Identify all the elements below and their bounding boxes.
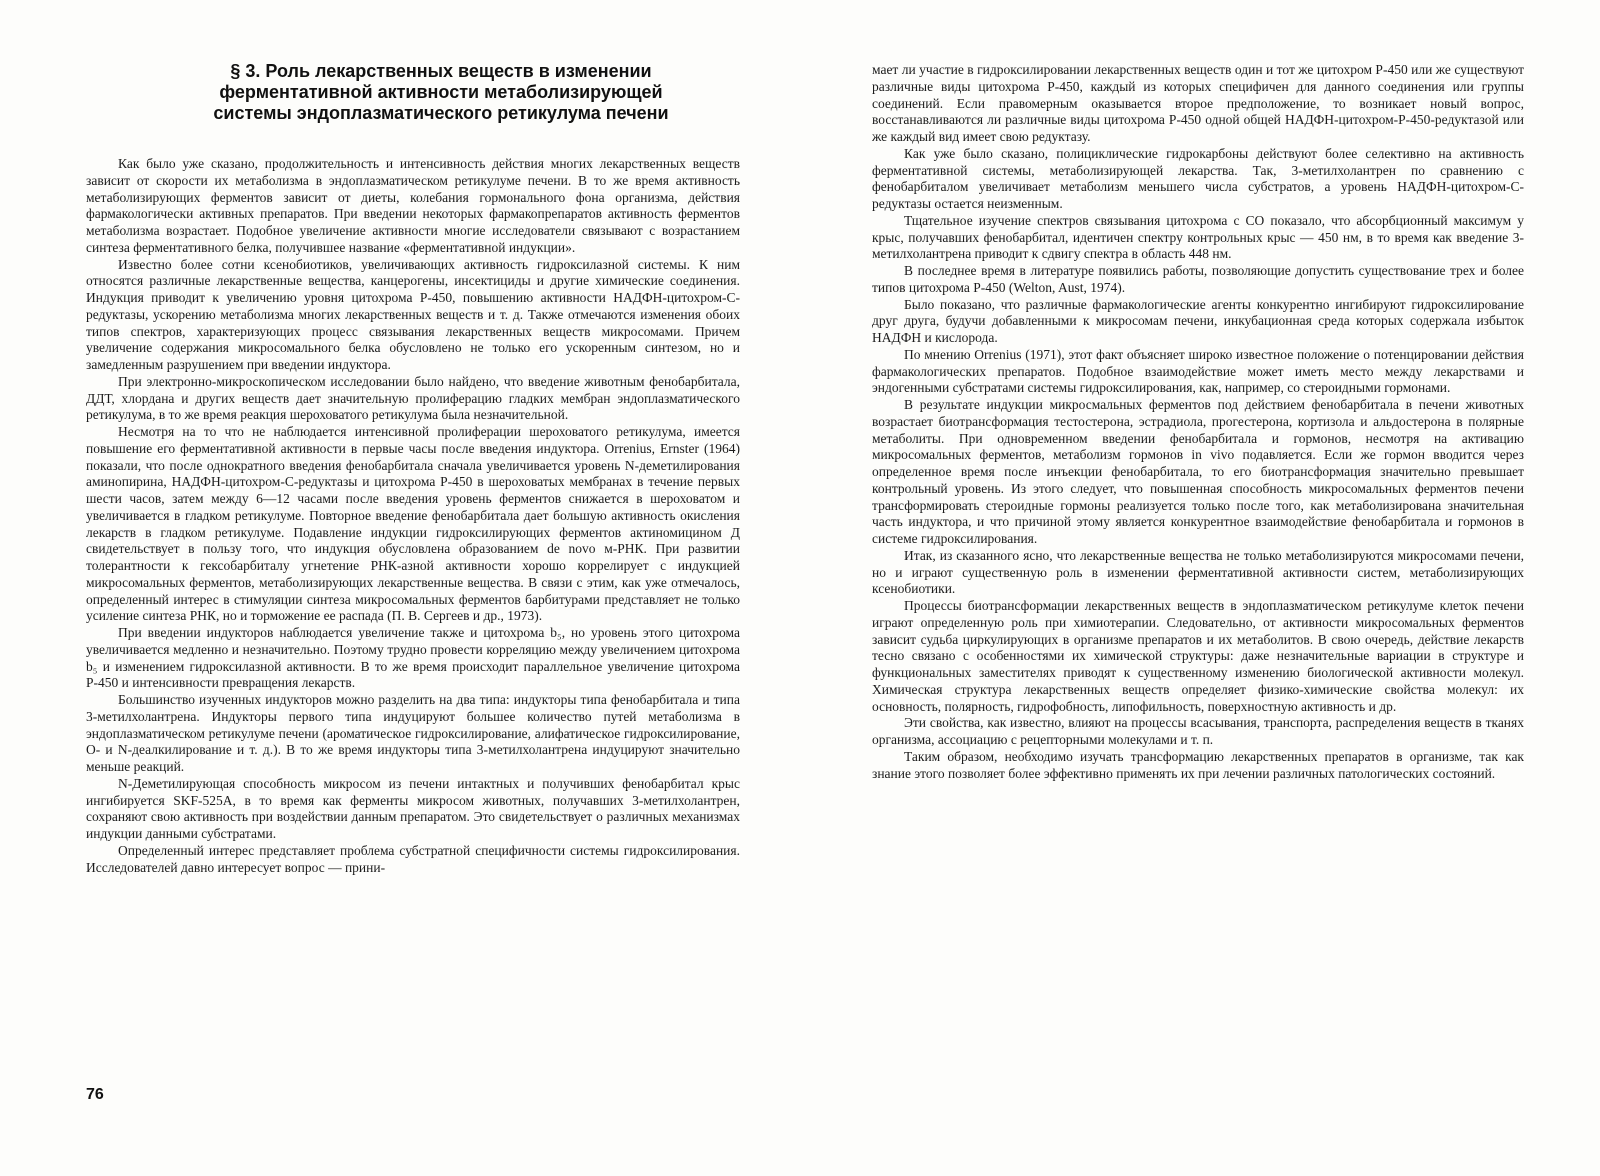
paragraph: Большинство изученных индукторов можно разделить на два типа: индукторы типа фенобарбитала и типа 3-метилхолантрена. Индукторы первого типа индуцируют большее количество путей метаболизма в эндоплазматическом ретикулуме печени (ароматическое гидроксилирование, алифатическое гидроксилирование, О- и N-деалкилирование и т. д.). В то же время индукторы типа 3-метилхолантрена индуцируют значительно меньше реакций. xyxy=(86,692,740,774)
paragraph: В последнее время в литературе появились работы, позволяющие допустить существование трех и более типов цитохрома Р-450 (Welton, Aust, 1974). xyxy=(872,263,1524,295)
paragraph: N-Деметилирующая способность микросом из печени интактных и получивших фенобарбитал крыс ингибируется SKF-525A, в то время как ферменты микросом животных, получавших 3-метилхолантрен, сохраняют свою активность при воздействии данным препаратом. Это свидетельствует о различных механизмах индукции данными субстратами. xyxy=(86,775,740,841)
paragraph: Эти свойства, как известно, влияют на процессы всасывания, транспорта, распределения веществ в тканях организма, ассоциацию с рецепторными молекулами и т. п. xyxy=(872,715,1524,747)
page-number: 76 xyxy=(86,1086,104,1103)
paragraph: Известно более сотни ксенобиотиков, увеличивающих активность гидроксилазной системы. К ним относятся различные лекарственные вещества, канцерогены, инсектициды и другие химические соединения. Индукция приводит к увеличению уровня цитохрома Р-450, повышению активности НАДФН-цитохром-С-редуктазы, ускорению метаболизма многих лекарственных веществ и т. д. Также отмечаются изменения обоих типов спектров, характеризующих процесс связывания лекарственных веществ микросомами. Причем увеличение содержания микросомального белка обусловлено не только его ускоренным синтезом, но и замедленным разрушением при введении индуктора. xyxy=(86,256,740,372)
paragraph: Как было уже сказано, продолжительность и интенсивность действия многих лекарственных веществ зависит от скорости их метаболизма в эндоплазматическом ретикулуме печени. В то же время активность метаболизирующих ферментов зависит от диеты, колебания гормонального фона организма, действия фармакологически активных препаратов. При введении некоторых фармакопрепаратов активность ферментов метаболизма возрастает. Подобное увеличение активности многие исследователи связывают с возрастанием синтеза ферментативного белка, получившее название «ферментативной индукции». xyxy=(86,156,740,255)
continued-paragraph: мает ли участие в гидроксилировании лекарственных веществ один и тот же цитохром Р-450 или же существуют различные виды цитохрома Р-450, каждый из которых специфичен для данного соединения или группы соединений. Если правомерным оказывается второе предположение, то возникает новый вопрос, восстанавливаются ли различные виды цитохрома Р-450 одной общей НАДФН-цитохром-Р-450-редуктазой или же каждый вид имеет свою редуктазу. xyxy=(872,62,1524,144)
paragraph: Как уже было сказано, полициклические гидрокарбоны действуют более селективно на активность ферментативной системы, метаболизирующей лекарства. Так, 3-метилхолантрен по сравнению с фенобарбиталом увеличивает метаболизм меньшего числа субстратов, а уровень НАДФН-цитохром-С-редуктазы остается неизменным. xyxy=(872,145,1524,211)
paragraph: При электронно-микроскопическом исследовании было найдено, что введение животным фенобарбитала, ДДТ, хлордана и других веществ дает значительную пролиферацию гладких мембран эндоплазматического ретикулума, в то же время реакция шероховатого ретикулума была незначительной. xyxy=(86,373,740,423)
paragraph: Определенный интерес представляет проблема субстратной специфичности системы гидроксилирования. Исследователей давно интересует вопрос — прини- xyxy=(86,842,740,875)
paragraph: При введении индукторов наблюдается увеличение также и цитохрома b₅, но уровень этого цитохрома увеличивается медленно и незначительно. Поэтому трудно провести корреляцию между увеличением цитохрома b₅ и изменением гидроксилазной активности. В то же время происходит параллельное увеличение цитохрома Р-450 и интенсивности превращения лекарств. xyxy=(86,625,740,691)
paragraph: Итак, из сказанного ясно, что лекарственные вещества не только метаболизируются микросомами печени, но и играют существенную роль в изменении ферментативной активности систем, метаболизирующих ксенобиотики. xyxy=(872,547,1524,597)
paragraph: Процессы биотрансформации лекарственных веществ в эндоплазматическом ретикулуме клеток печени играют определенную роль при химиотерапии. Следовательно, от активности микросомальных ферментов зависит судьба циркулирующих в организме препаратов и их метаболитов. В свою очередь, действие лекарств тесно связано с особенностями их химической структуры: даже незначительные вариации в структуре и функциональных заместителях приводят к существенному изменению биологической активности молекул. Химическая структура лекарственных веществ определяет физико-химические свойства молекул: их основность, полярность, гидрофобность, липофильность, поверхностную активность и др. xyxy=(872,598,1524,714)
section-heading-line: ферментативной активности метаболизирующей xyxy=(219,82,663,102)
paragraph: В результате индукции микросмальных ферментов под действием фенобарбитала в печени животных возрастает биотрансформация тестостерона, эстрадиола, прогестерона, кортизола и альдостерона в полярные метаболиты. При одновременном введении фенобарбитала и гормонов, несмотря на активацию микросомальных ферментов, метаболизм гормонов in vivo подавляется. Если же гормон вводится через определенное время после инъекции фенобарбитала, то его биотрансформация значительно превышает контрольный уровень. Из этого следует, что повышенная способность микросомальных ферментов печени трансформировать стероидные гормоны реализуется только после того, как метаболизирована значительная часть индуктора, и что причиной этому является конкурентное взаимодействие фенобарбитала и гормонов в системе гидроксилирования. xyxy=(872,397,1524,546)
section-heading xyxy=(180,61,702,124)
paragraph: Было показано, что различные фармакологические агенты конкурентно ингибируют гидроксилирование друг друга, будучи добавленными к микросомам печени, инкубационная среда которых содержала избыток НАДФН и кислорода. xyxy=(872,296,1524,345)
left-page-text xyxy=(86,156,740,876)
right-page xyxy=(800,0,1600,1176)
paragraph: Тщательное изучение спектров связывания цитохрома с СО показало, что абсорбционный максимум у крыс, получавших фенобарбитал, идентичен спектру контрольных крыс — 450 нм, в то время как введение 3-метилхолантрена приводит к сдвигу спектра в область 448 нм. xyxy=(872,212,1524,262)
right-page-text xyxy=(872,62,1524,782)
section-heading-line: § 3. Роль лекарственных веществ в изменении xyxy=(230,61,652,81)
paragraph: Несмотря на то что не наблюдается интенсивной пролиферации шероховатого ретикулума, имеется повышение его ферментативной активности в первые часы после введения индуктора. Orrenius, Ernster (1964) показали, что после однократного введения фенобарбитала сначала увеличивается уровень N-деметилирования аминопирина, НАДФН-цитохром-С-редуктазы и цитохрома Р-450 в шероховатых мембранах в течение первых шести часов, затем между 6—12 часами после введения уровень ферментов снижается в шероховатом и увеличивается в гладком ретикулуме. Повторное введение фенобарбитала дает большую активность окисления лекарств в гладком ретикулуме. Подавление индукции гидроксилирующих ферментов актиномицином Д свидетельствует в пользу того, что индукция обусловлена образованием de novo м-РНК. При развитии толерантности к гексобарбиталу угнетение РНК-азной активности хорошо коррелирует с индукцией микросомальных ферментов, метаболизирующих лекарственные вещества. В связи с этим, как уже отмечалось, определенный интерес в стимуляции синтеза микросомальных ферментов барбитурами представляет не только усиление синтеза РНК, но и торможение ее распада (П. В. Сергеев и др., 1973). xyxy=(86,424,740,624)
paragraph: По мнению Orrenius (1971), этот факт объясняет широко известное положение о потенцировании действия фармакологических препаратов. Подобное взаимодействие может иметь место между лекарствами и эндогенными субстратами системы гидроксилирования, как, например, со стероидными гормонами. xyxy=(872,346,1524,396)
paragraph: Таким образом, необходимо изучать трансформацию лекарственных препаратов в организме, так как знание этого позволяет более эффективно применять их при лечении различных патологических состояний. xyxy=(872,748,1524,781)
section-heading-line: системы эндоплазматического ретикулума печени xyxy=(213,103,669,123)
